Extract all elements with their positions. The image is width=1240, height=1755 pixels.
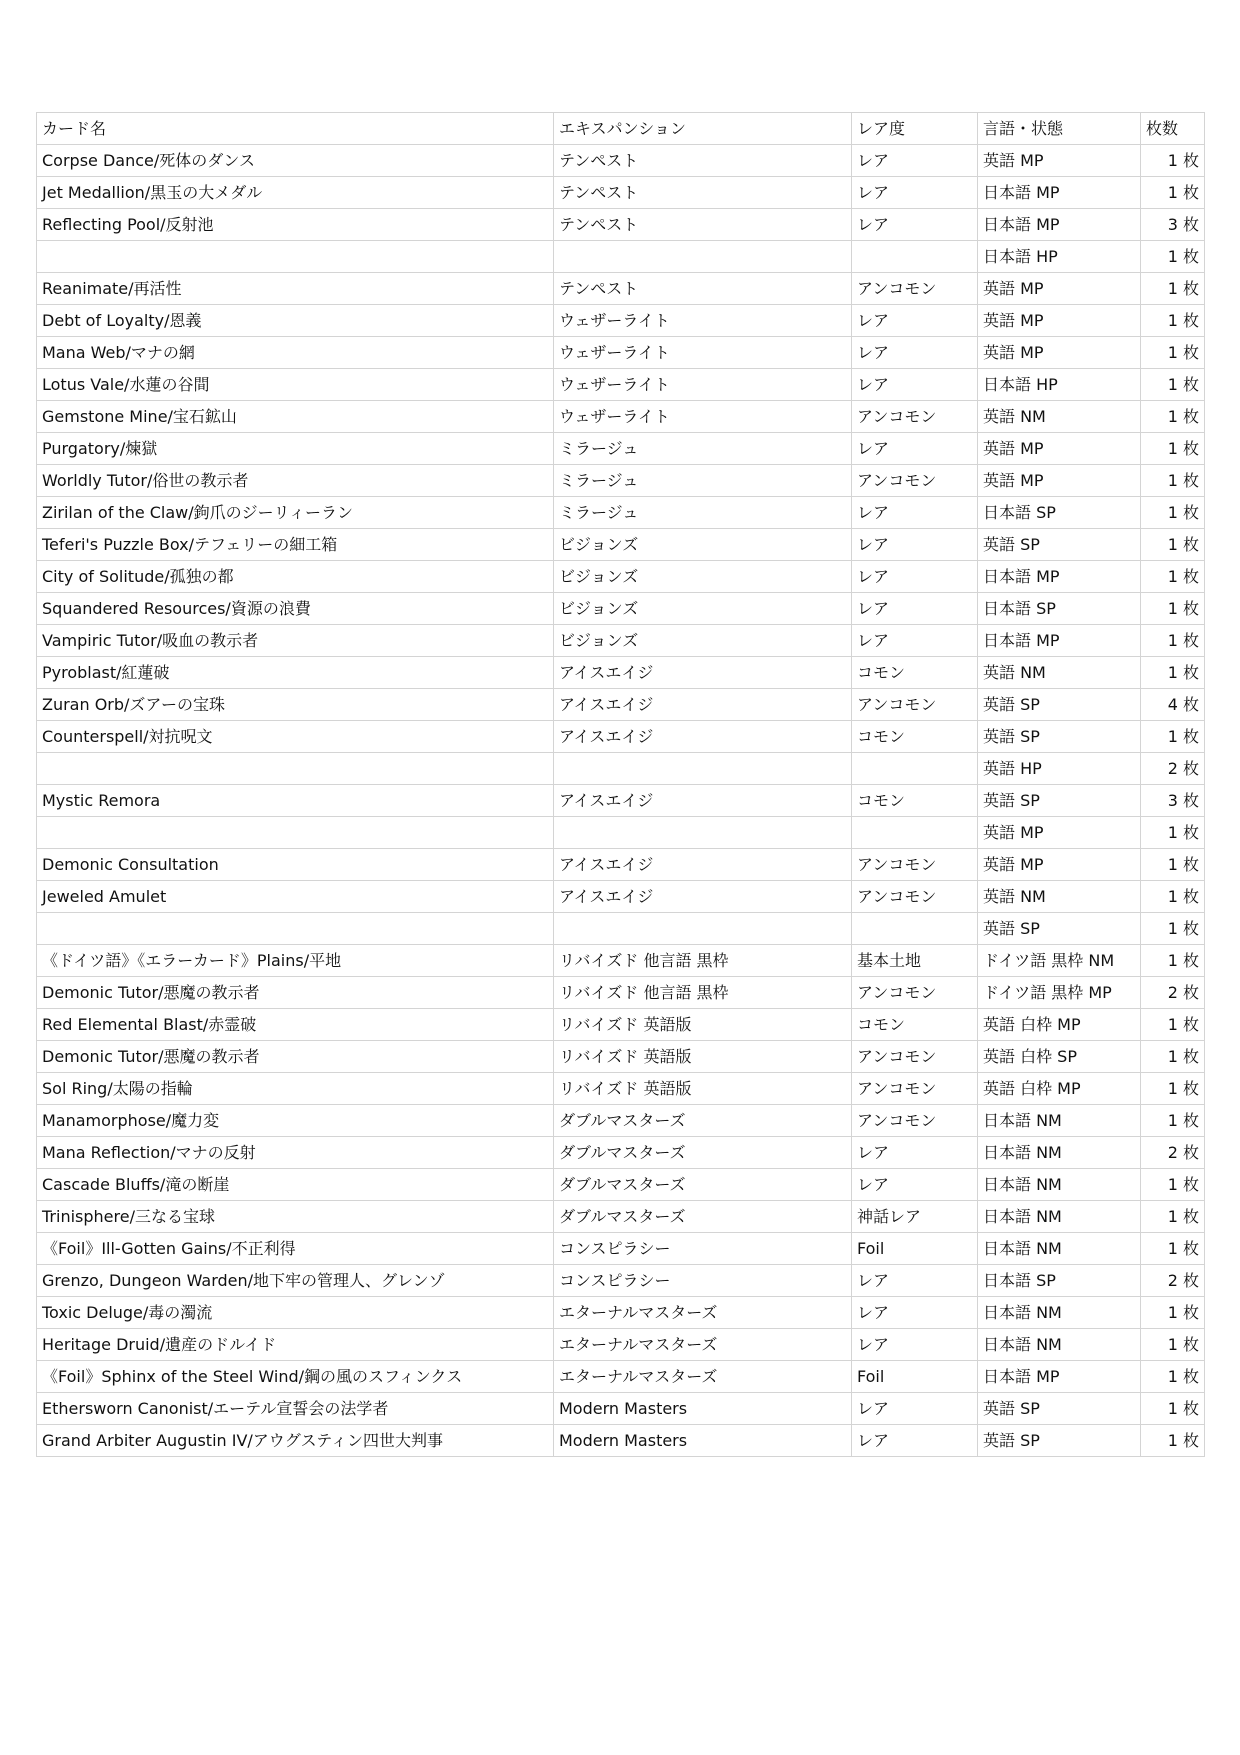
cell-rarity: レア <box>852 1137 978 1169</box>
cell-expansion: ダブルマスターズ <box>554 1169 852 1201</box>
table-row <box>37 241 1205 273</box>
cell-rarity: レア <box>852 1329 978 1361</box>
cell-expansion: テンペスト <box>554 209 852 241</box>
cell-quantity: 1 枚 <box>1141 913 1205 945</box>
cell-language-condition: 日本語 SP <box>978 497 1141 529</box>
cell-language-condition: 日本語 NM <box>978 1201 1141 1233</box>
cell-rarity: アンコモン <box>852 465 978 497</box>
cell-card-name: Trinisphere/三なる宝球 <box>37 1201 554 1233</box>
table-row <box>37 465 1205 497</box>
cell-expansion <box>554 753 852 785</box>
cell-language-condition: 英語 SP <box>978 1393 1141 1425</box>
cell-expansion: コンスピラシー <box>554 1233 852 1265</box>
cell-card-name <box>37 241 554 273</box>
cell-language-condition: 英語 白枠 MP <box>978 1009 1141 1041</box>
cell-language-condition: 日本語 MP <box>978 1361 1141 1393</box>
cell-card-name: 《ドイツ語》《エラーカード》Plains/平地 <box>37 945 554 977</box>
cell-quantity: 1 枚 <box>1141 721 1205 753</box>
cell-card-name: Toxic Deluge/毒の濁流 <box>37 1297 554 1329</box>
cell-language-condition: 英語 SP <box>978 913 1141 945</box>
cell-expansion: エターナルマスターズ <box>554 1361 852 1393</box>
cell-expansion: アイスエイジ <box>554 689 852 721</box>
cell-card-name: Mana Web/マナの網 <box>37 337 554 369</box>
cell-expansion: ビジョンズ <box>554 561 852 593</box>
table-row <box>37 1009 1205 1041</box>
cell-quantity: 1 枚 <box>1141 561 1205 593</box>
cell-rarity: レア <box>852 1169 978 1201</box>
cell-language-condition: 英語 HP <box>978 753 1141 785</box>
cell-language-condition: 日本語 MP <box>978 625 1141 657</box>
cell-rarity: アンコモン <box>852 273 978 305</box>
cell-quantity: 1 枚 <box>1141 145 1205 177</box>
cell-rarity: アンコモン <box>852 849 978 881</box>
cell-expansion: ウェザーライト <box>554 401 852 433</box>
cell-rarity: コモン <box>852 721 978 753</box>
cell-language-condition: 日本語 MP <box>978 561 1141 593</box>
cell-language-condition: 日本語 MP <box>978 209 1141 241</box>
cell-rarity: コモン <box>852 1009 978 1041</box>
cell-quantity: 1 枚 <box>1141 849 1205 881</box>
cell-quantity: 3 枚 <box>1141 785 1205 817</box>
cell-expansion <box>554 913 852 945</box>
cell-quantity: 1 枚 <box>1141 1361 1205 1393</box>
cell-quantity: 1 枚 <box>1141 1329 1205 1361</box>
table-row <box>37 1169 1205 1201</box>
table-row <box>37 1041 1205 1073</box>
cell-quantity: 2 枚 <box>1141 753 1205 785</box>
cell-quantity: 2 枚 <box>1141 977 1205 1009</box>
table-row <box>37 1393 1205 1425</box>
cell-rarity: アンコモン <box>852 881 978 913</box>
cell-quantity: 1 枚 <box>1141 241 1205 273</box>
cell-card-name: Zuran Orb/ズアーの宝珠 <box>37 689 554 721</box>
header-rarity: レア度 <box>852 113 978 145</box>
cell-card-name: Teferi's Puzzle Box/テフェリーの細工箱 <box>37 529 554 561</box>
cell-language-condition: 英語 SP <box>978 1425 1141 1457</box>
cell-quantity: 3 枚 <box>1141 209 1205 241</box>
cell-language-condition: 英語 NM <box>978 401 1141 433</box>
cell-expansion: リバイズド 英語版 <box>554 1041 852 1073</box>
cell-rarity <box>852 913 978 945</box>
cell-language-condition: 英語 MP <box>978 433 1141 465</box>
table-row <box>37 977 1205 1009</box>
table-row <box>37 1201 1205 1233</box>
cell-card-name <box>37 817 554 849</box>
cell-rarity: レア <box>852 529 978 561</box>
card-inventory-table <box>36 112 1205 1457</box>
table-row <box>37 1073 1205 1105</box>
cell-quantity: 1 枚 <box>1141 337 1205 369</box>
table-row <box>37 273 1205 305</box>
table-row <box>37 945 1205 977</box>
table-row <box>37 1137 1205 1169</box>
cell-card-name: Purgatory/煉獄 <box>37 433 554 465</box>
cell-quantity: 1 枚 <box>1141 497 1205 529</box>
cell-card-name: Grand Arbiter Augustin IV/アウグスティン四世大判事 <box>37 1425 554 1457</box>
cell-card-name: Gemstone Mine/宝石鉱山 <box>37 401 554 433</box>
cell-language-condition: 英語 SP <box>978 529 1141 561</box>
header-quantity: 枚数 <box>1141 113 1205 145</box>
cell-expansion: リバイズド 英語版 <box>554 1009 852 1041</box>
cell-quantity: 1 枚 <box>1141 657 1205 689</box>
cell-language-condition: 英語 MP <box>978 465 1141 497</box>
cell-quantity: 1 枚 <box>1141 529 1205 561</box>
cell-quantity: 1 枚 <box>1141 1297 1205 1329</box>
cell-rarity: レア <box>852 1265 978 1297</box>
cell-language-condition: 英語 MP <box>978 305 1141 337</box>
cell-expansion: コンスピラシー <box>554 1265 852 1297</box>
cell-card-name: Manamorphose/魔力変 <box>37 1105 554 1137</box>
table-row <box>37 433 1205 465</box>
table-row <box>37 1329 1205 1361</box>
table-row <box>37 817 1205 849</box>
cell-quantity: 1 枚 <box>1141 1041 1205 1073</box>
cell-card-name: Reflecting Pool/反射池 <box>37 209 554 241</box>
cell-language-condition: 日本語 NM <box>978 1233 1141 1265</box>
cell-rarity: レア <box>852 561 978 593</box>
table-row <box>37 625 1205 657</box>
cell-expansion: ダブルマスターズ <box>554 1137 852 1169</box>
cell-quantity: 1 枚 <box>1141 1009 1205 1041</box>
cell-language-condition: 英語 SP <box>978 785 1141 817</box>
cell-rarity: レア <box>852 177 978 209</box>
cell-quantity: 1 枚 <box>1141 625 1205 657</box>
cell-expansion: リバイズド 他言語 黒枠 <box>554 945 852 977</box>
header-row <box>37 113 1205 145</box>
table-row <box>37 657 1205 689</box>
card-inventory-sheet <box>36 112 1204 1457</box>
cell-card-name: Grenzo, Dungeon Warden/地下牢の管理人、グレンゾ <box>37 1265 554 1297</box>
table-row <box>37 145 1205 177</box>
cell-language-condition: 日本語 SP <box>978 593 1141 625</box>
cell-language-condition: 英語 MP <box>978 145 1141 177</box>
table-row <box>37 753 1205 785</box>
cell-expansion: エターナルマスターズ <box>554 1297 852 1329</box>
cell-quantity: 1 枚 <box>1141 1425 1205 1457</box>
cell-rarity: レア <box>852 145 978 177</box>
table-row <box>37 561 1205 593</box>
cell-card-name: 《Foil》Sphinx of the Steel Wind/鋼の風のスフィンクス <box>37 1361 554 1393</box>
cell-rarity: アンコモン <box>852 1105 978 1137</box>
cell-quantity: 1 枚 <box>1141 1233 1205 1265</box>
cell-quantity: 1 枚 <box>1141 1201 1205 1233</box>
table-row <box>37 721 1205 753</box>
cell-card-name: Reanimate/再活性 <box>37 273 554 305</box>
cell-quantity: 1 枚 <box>1141 881 1205 913</box>
cell-language-condition: 日本語 NM <box>978 1105 1141 1137</box>
cell-language-condition: 英語 白枠 MP <box>978 1073 1141 1105</box>
cell-card-name: Demonic Tutor/悪魔の教示者 <box>37 1041 554 1073</box>
cell-expansion: Modern Masters <box>554 1425 852 1457</box>
cell-card-name: Sol Ring/太陽の指輪 <box>37 1073 554 1105</box>
cell-quantity: 1 枚 <box>1141 817 1205 849</box>
cell-language-condition: 日本語 NM <box>978 1329 1141 1361</box>
table-row <box>37 209 1205 241</box>
cell-rarity <box>852 241 978 273</box>
header-card-name: カード名 <box>37 113 554 145</box>
cell-language-condition: 英語 白枠 SP <box>978 1041 1141 1073</box>
cell-language-condition: 英語 NM <box>978 657 1141 689</box>
cell-expansion: テンペスト <box>554 273 852 305</box>
cell-expansion: リバイズド 他言語 黒枠 <box>554 977 852 1009</box>
table-row <box>37 881 1205 913</box>
table-row <box>37 689 1205 721</box>
cell-rarity: レア <box>852 337 978 369</box>
header-expansion: エキスパンション <box>554 113 852 145</box>
cell-card-name: Heritage Druid/遺産のドルイド <box>37 1329 554 1361</box>
cell-rarity: コモン <box>852 785 978 817</box>
cell-quantity: 1 枚 <box>1141 401 1205 433</box>
cell-rarity: 基本土地 <box>852 945 978 977</box>
cell-expansion: アイスエイジ <box>554 721 852 753</box>
cell-quantity: 1 枚 <box>1141 273 1205 305</box>
cell-expansion <box>554 817 852 849</box>
cell-card-name: Mystic Remora <box>37 785 554 817</box>
cell-rarity: アンコモン <box>852 401 978 433</box>
cell-expansion: ウェザーライト <box>554 305 852 337</box>
cell-language-condition: ドイツ語 黒枠 MP <box>978 977 1141 1009</box>
table-body <box>37 145 1205 1457</box>
cell-card-name: Demonic Consultation <box>37 849 554 881</box>
cell-language-condition: 日本語 MP <box>978 177 1141 209</box>
cell-expansion: テンペスト <box>554 145 852 177</box>
table-row <box>37 529 1205 561</box>
table-row <box>37 785 1205 817</box>
cell-expansion: ダブルマスターズ <box>554 1105 852 1137</box>
cell-quantity: 1 枚 <box>1141 177 1205 209</box>
cell-expansion: Modern Masters <box>554 1393 852 1425</box>
cell-rarity <box>852 817 978 849</box>
cell-language-condition: 英語 MP <box>978 849 1141 881</box>
cell-card-name: 《Foil》Ill-Gotten Gains/不正利得 <box>37 1233 554 1265</box>
table-row <box>37 337 1205 369</box>
cell-card-name: Red Elemental Blast/赤霊破 <box>37 1009 554 1041</box>
cell-quantity: 1 枚 <box>1141 1393 1205 1425</box>
table-row <box>37 401 1205 433</box>
cell-language-condition: 日本語 HP <box>978 241 1141 273</box>
cell-expansion: ミラージュ <box>554 465 852 497</box>
header-language-condition: 言語・状態 <box>978 113 1141 145</box>
cell-expansion: アイスエイジ <box>554 657 852 689</box>
cell-card-name: City of Solitude/孤独の都 <box>37 561 554 593</box>
cell-expansion: ミラージュ <box>554 497 852 529</box>
cell-expansion: アイスエイジ <box>554 849 852 881</box>
cell-expansion: ウェザーライト <box>554 369 852 401</box>
cell-quantity: 1 枚 <box>1141 1169 1205 1201</box>
cell-expansion: ダブルマスターズ <box>554 1201 852 1233</box>
cell-language-condition: 日本語 HP <box>978 369 1141 401</box>
table-row <box>37 305 1205 337</box>
cell-card-name: Squandered Resources/資源の浪費 <box>37 593 554 625</box>
cell-expansion: ビジョンズ <box>554 529 852 561</box>
cell-rarity: レア <box>852 1393 978 1425</box>
cell-rarity: アンコモン <box>852 1073 978 1105</box>
table-row <box>37 913 1205 945</box>
table-row <box>37 177 1205 209</box>
cell-card-name: Cascade Bluffs/滝の断崖 <box>37 1169 554 1201</box>
cell-rarity: アンコモン <box>852 977 978 1009</box>
table-row <box>37 1233 1205 1265</box>
cell-language-condition: 英語 SP <box>978 689 1141 721</box>
cell-language-condition: ドイツ語 黒枠 NM <box>978 945 1141 977</box>
cell-card-name: Debt of Loyalty/恩義 <box>37 305 554 337</box>
cell-expansion: アイスエイジ <box>554 881 852 913</box>
cell-rarity: アンコモン <box>852 689 978 721</box>
cell-rarity: レア <box>852 1297 978 1329</box>
cell-language-condition: 英語 MP <box>978 817 1141 849</box>
cell-rarity: レア <box>852 369 978 401</box>
cell-rarity: レア <box>852 497 978 529</box>
cell-expansion: エターナルマスターズ <box>554 1329 852 1361</box>
cell-quantity: 2 枚 <box>1141 1265 1205 1297</box>
cell-language-condition: 英語 SP <box>978 721 1141 753</box>
cell-language-condition: 日本語 NM <box>978 1137 1141 1169</box>
cell-quantity: 4 枚 <box>1141 689 1205 721</box>
cell-quantity: 2 枚 <box>1141 1137 1205 1169</box>
cell-card-name: Jet Medallion/黒玉の大メダル <box>37 177 554 209</box>
cell-quantity: 1 枚 <box>1141 305 1205 337</box>
table-row <box>37 593 1205 625</box>
cell-language-condition: 日本語 NM <box>978 1169 1141 1201</box>
cell-expansion: ビジョンズ <box>554 625 852 657</box>
cell-rarity: レア <box>852 305 978 337</box>
cell-rarity: レア <box>852 1425 978 1457</box>
table-row <box>37 1425 1205 1457</box>
table-row <box>37 1297 1205 1329</box>
cell-card-name: Counterspell/対抗呪文 <box>37 721 554 753</box>
cell-quantity: 1 枚 <box>1141 593 1205 625</box>
cell-card-name <box>37 913 554 945</box>
cell-rarity: 神話レア <box>852 1201 978 1233</box>
cell-quantity: 1 枚 <box>1141 433 1205 465</box>
cell-card-name: Vampiric Tutor/吸血の教示者 <box>37 625 554 657</box>
cell-rarity: レア <box>852 433 978 465</box>
cell-card-name <box>37 753 554 785</box>
cell-language-condition: 日本語 SP <box>978 1265 1141 1297</box>
table-row <box>37 1105 1205 1137</box>
table-row <box>37 369 1205 401</box>
cell-language-condition: 英語 MP <box>978 273 1141 305</box>
cell-language-condition: 英語 MP <box>978 337 1141 369</box>
cell-card-name: Zirilan of the Claw/鉤爪のジーリィーラン <box>37 497 554 529</box>
cell-card-name: Demonic Tutor/悪魔の教示者 <box>37 977 554 1009</box>
cell-quantity: 1 枚 <box>1141 945 1205 977</box>
cell-card-name: Worldly Tutor/俗世の教示者 <box>37 465 554 497</box>
cell-expansion: ビジョンズ <box>554 593 852 625</box>
cell-rarity <box>852 753 978 785</box>
cell-card-name: Ethersworn Canonist/エーテル宣誓会の法学者 <box>37 1393 554 1425</box>
cell-quantity: 1 枚 <box>1141 1073 1205 1105</box>
cell-rarity: レア <box>852 625 978 657</box>
cell-quantity: 1 枚 <box>1141 465 1205 497</box>
table-row <box>37 1361 1205 1393</box>
cell-card-name: Mana Reflection/マナの反射 <box>37 1137 554 1169</box>
cell-card-name: Lotus Vale/水蓮の谷間 <box>37 369 554 401</box>
cell-card-name: Corpse Dance/死体のダンス <box>37 145 554 177</box>
cell-quantity: 1 枚 <box>1141 369 1205 401</box>
cell-expansion: テンペスト <box>554 177 852 209</box>
cell-language-condition: 日本語 NM <box>978 1297 1141 1329</box>
cell-rarity: アンコモン <box>852 1041 978 1073</box>
cell-quantity: 1 枚 <box>1141 1105 1205 1137</box>
cell-card-name: Jeweled Amulet <box>37 881 554 913</box>
cell-language-condition: 英語 NM <box>978 881 1141 913</box>
cell-rarity: Foil <box>852 1361 978 1393</box>
cell-rarity: レア <box>852 593 978 625</box>
cell-expansion: リバイズド 英語版 <box>554 1073 852 1105</box>
table-row <box>37 1265 1205 1297</box>
table-row <box>37 497 1205 529</box>
cell-expansion: ミラージュ <box>554 433 852 465</box>
table-row <box>37 849 1205 881</box>
cell-rarity: コモン <box>852 657 978 689</box>
cell-card-name: Pyroblast/紅蓮破 <box>37 657 554 689</box>
cell-expansion <box>554 241 852 273</box>
cell-expansion: アイスエイジ <box>554 785 852 817</box>
cell-expansion: ウェザーライト <box>554 337 852 369</box>
cell-rarity: レア <box>852 209 978 241</box>
cell-rarity: Foil <box>852 1233 978 1265</box>
